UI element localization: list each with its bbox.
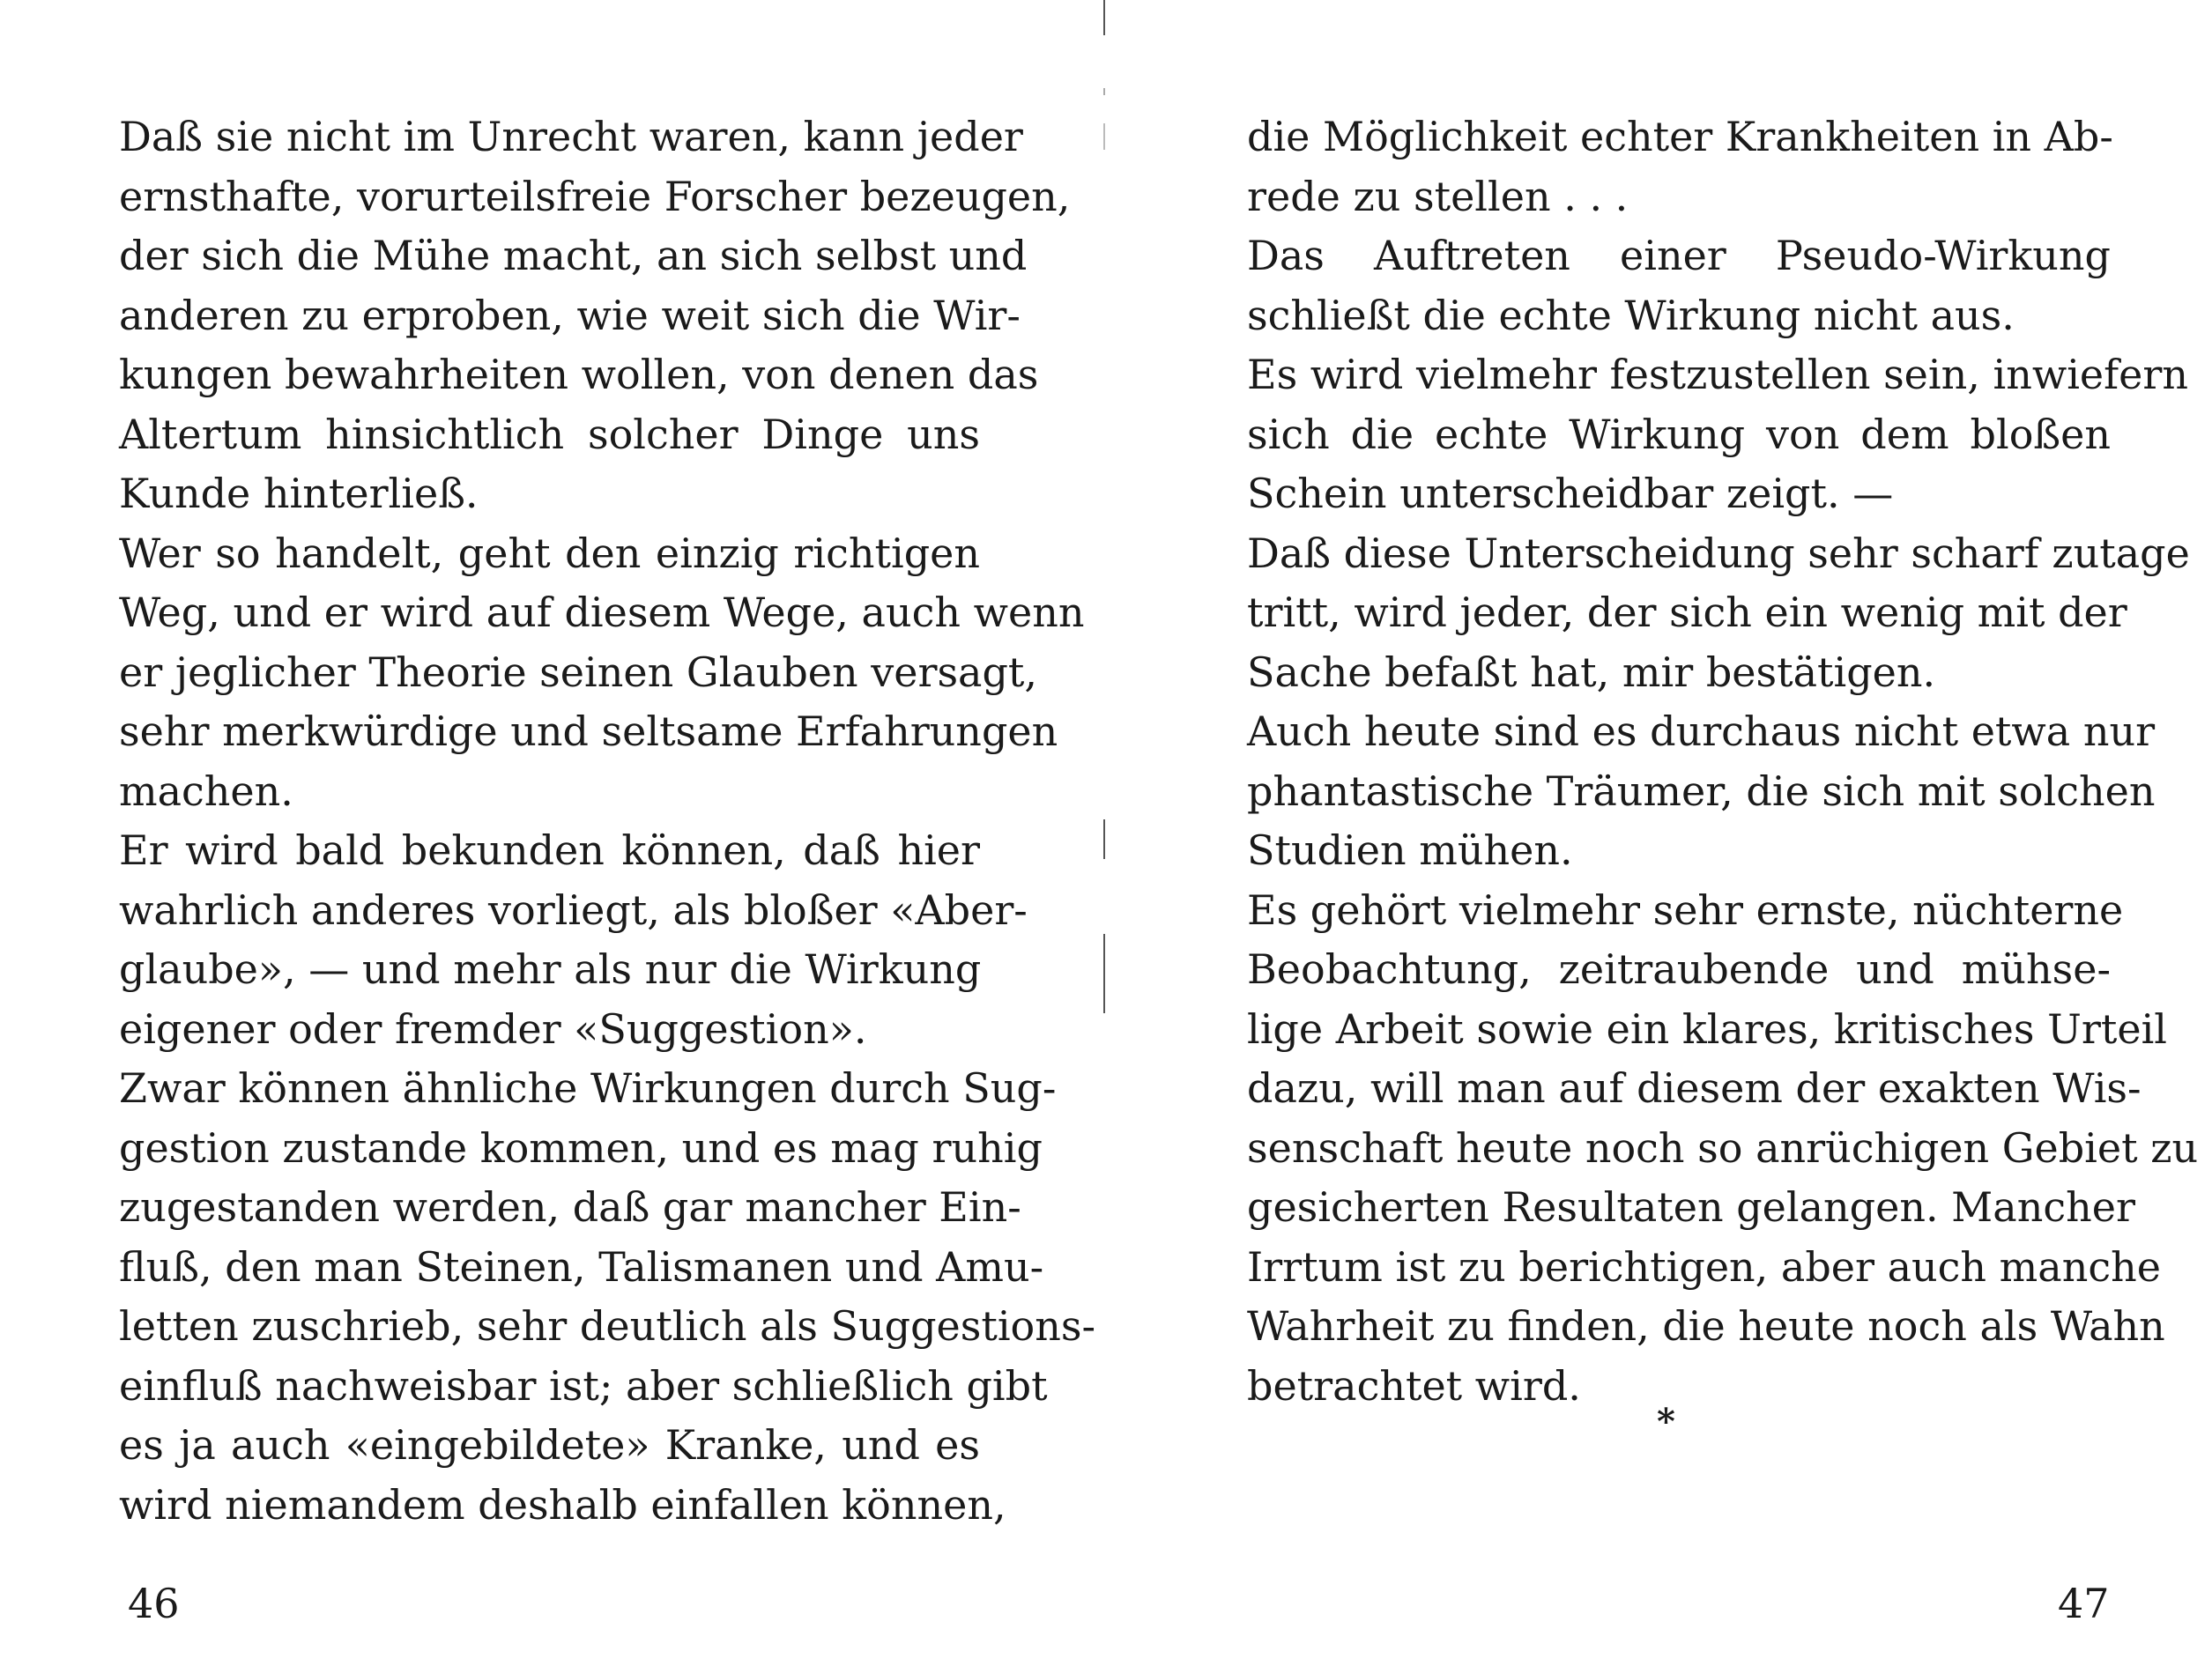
- text-line: es ja auch «eingebildete» Kranke, und es: [119, 1421, 980, 1469]
- text-line: senschaft heute noch so anrüchigen Gebiet zu: [1247, 1123, 2199, 1172]
- text-line: Zwar können ähnliche Wirkungen durch Sug-: [119, 1064, 1057, 1112]
- text-line: kungen bewahrheiten wollen, von denen das: [119, 351, 1039, 398]
- text-line: dazu, will man auf diesem der exakten Wis-: [1247, 1064, 2141, 1112]
- text-line: Das Auftreten einer Pseudo-Wirkung: [1247, 232, 2111, 279]
- text-line: Er wird bald bekunden können, daß hier: [119, 826, 980, 874]
- text-line: Wahrheit zu finden, die heute noch als Wahn: [1247, 1302, 2165, 1350]
- text-line: machen.: [119, 767, 293, 815]
- page-number-right: 47: [2058, 1580, 2110, 1627]
- text-line: anderen zu erproben, wie weit sich die Wir-: [119, 291, 1021, 339]
- text-line: Kunde hinterließ.: [119, 470, 479, 517]
- text-line: lige Arbeit sowie ein klares, kritisches Urteil: [1247, 1004, 2168, 1053]
- text-line: gesicherten Resultaten gelangen. Mancher: [1247, 1183, 2135, 1231]
- gutter-line: [1103, 123, 1105, 150]
- page-number-left: 46: [128, 1580, 180, 1627]
- text-line: zugestanden werden, daß gar mancher Ein-: [119, 1183, 1021, 1231]
- text-line: die Möglichkeit echter Krankheiten in Ab-: [1247, 113, 2113, 160]
- text-line: Studien mühen.: [1247, 826, 1573, 874]
- text-line: glaube», — und mehr als nur die Wirkung: [119, 945, 982, 993]
- gutter-line: [1103, 0, 1105, 35]
- gutter-line: [1103, 934, 1105, 1013]
- text-line: Altertum hinsichtlich solcher Dinge uns: [119, 410, 980, 458]
- text-line: schließt die echte Wirkung nicht aus.: [1247, 291, 2015, 339]
- text-line: Es gehört vielmehr sehr ernste, nüchterne: [1247, 885, 2124, 934]
- text-line: Irrtum ist zu berichtigen, aber auch manche: [1247, 1242, 2161, 1291]
- gutter-line: [1103, 819, 1105, 859]
- text-line: Daß diese Unterscheidung sehr scharf zutage: [1247, 529, 2190, 577]
- right-page-text: [1247, 107, 2199, 1416]
- text-line: ernsthafte, vorurteilsfreie Forscher bezeugen,: [119, 172, 1071, 220]
- text-line: Beobachtung, zeitraubende und mühse-: [1247, 945, 2111, 993]
- text-line: phantastische Träumer, die sich mit solchen: [1247, 767, 2156, 815]
- text-line: betrachtet wird.: [1247, 1361, 1581, 1410]
- section-ornament: *: [1657, 1401, 1675, 1442]
- text-line: tritt, wird jeder, der sich ein wenig mit der: [1247, 589, 2127, 636]
- text-line: Weg, und er wird auf diesem Wege, auch wenn: [119, 589, 1085, 636]
- text-line: Auch heute sind es durchaus nicht etwa nur: [1247, 707, 2156, 755]
- text-line: Daß sie nicht im Unrecht waren, kann jeder: [119, 113, 1023, 160]
- text-line: einfluß nachweisbar ist; aber schließlich gibt: [119, 1361, 1048, 1410]
- text-line: sehr merkwürdige und seltsame Erfahrungen: [119, 707, 1058, 755]
- text-line: Wer so handelt, geht den einzig richtigen: [119, 529, 980, 577]
- text-line: Sache befaßt hat, mir bestätigen.: [1247, 648, 1936, 696]
- text-line: eigener oder fremder «Suggestion».: [119, 1004, 867, 1053]
- left-page-text: [119, 107, 1096, 1535]
- text-line: rede zu stellen . . .: [1247, 172, 1629, 220]
- text-line: fluß, den man Steinen, Talismanen und Amu-: [119, 1242, 1044, 1291]
- text-line: er jeglicher Theorie seinen Glauben versagt,: [119, 648, 1038, 696]
- text-line: letten zuschrieb, sehr deutlich als Suggestions-: [119, 1302, 1096, 1350]
- text-line: Schein unterscheidbar zeigt. —: [1247, 470, 1894, 517]
- gutter-line: [1103, 88, 1105, 95]
- text-line: wahrlich anderes vorliegt, als bloßer «Aber-: [119, 885, 1028, 934]
- text-line: wird niemandem deshalb einfallen können,: [119, 1480, 1006, 1529]
- text-line: Es wird vielmehr festzustellen sein, inwiefern: [1247, 351, 2188, 398]
- text-line: sich die echte Wirkung von dem bloßen: [1247, 410, 2111, 458]
- text-line: gestion zustande kommen, und es mag ruhig: [119, 1123, 1043, 1172]
- text-line: der sich die Mühe macht, an sich selbst und: [119, 232, 1028, 279]
